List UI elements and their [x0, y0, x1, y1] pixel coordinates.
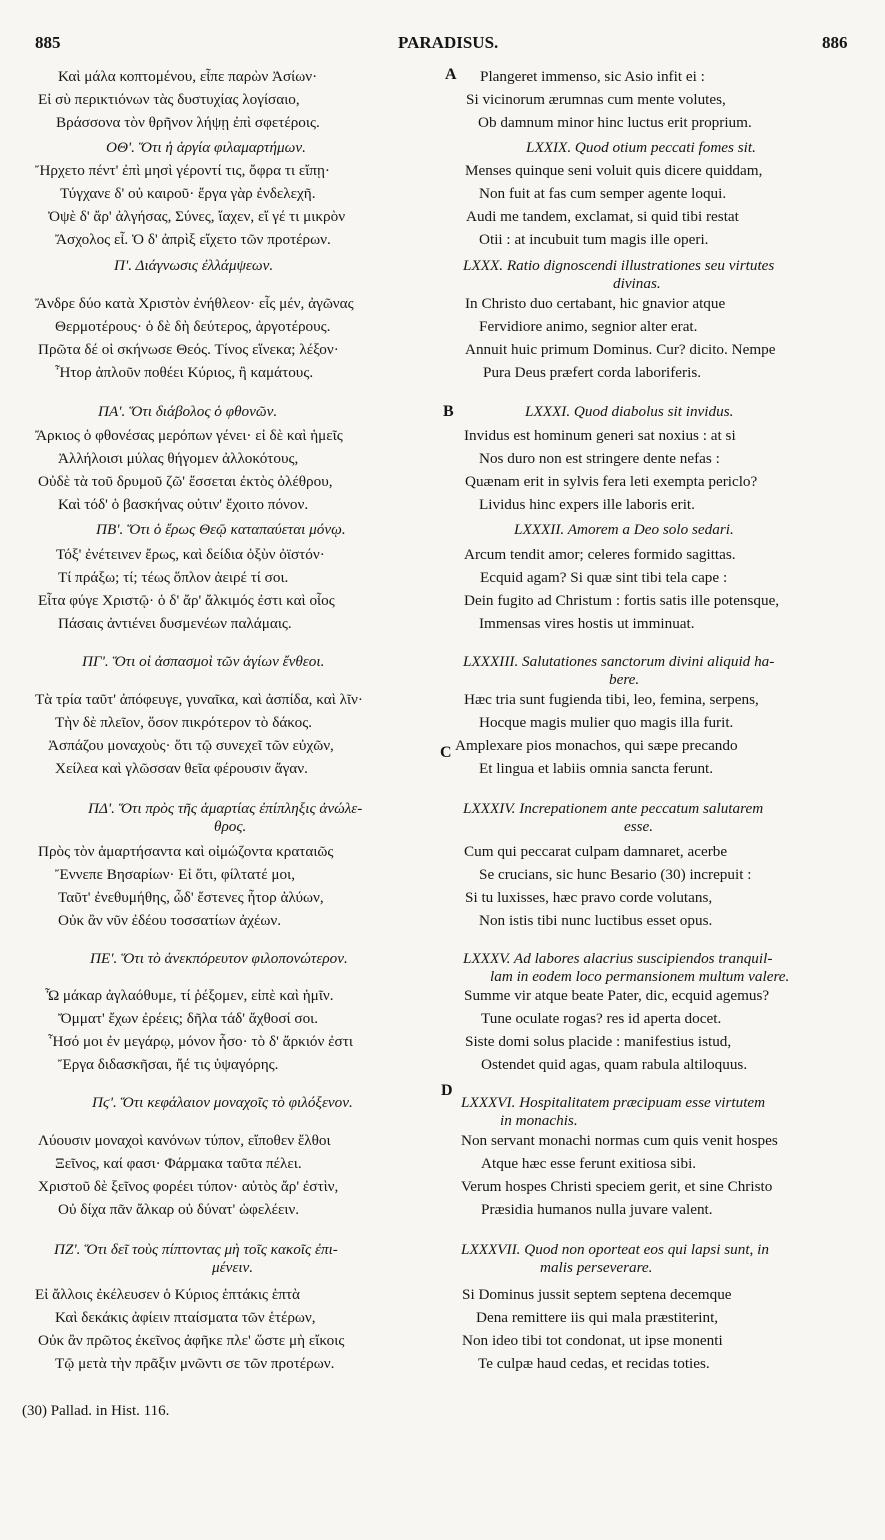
greek-heading: Πʹ. Διάγνωσις ἐλλάμψεων. — [114, 257, 274, 274]
greek-verse-line: Οὐκ ἂν πρῶτος ἐκεῖνος ἀφῆκε πλε' ὥστε μὴ εἴκοις — [38, 1332, 345, 1349]
latin-heading: LXXXIV. Increpationem ante peccatum salutarem — [463, 800, 764, 817]
greek-verse-line: Θερμοτέρους· ὁ δὲ δὴ δεύτερος, ἀργοτέρους. — [55, 318, 331, 335]
greek-verse-line: Οὐ δίχα πᾶν ἄλκαρ οὐ δύνατ' ὠφελέειν. — [58, 1201, 300, 1218]
latin-heading: LXXXII. Amorem a Deo solo sedari. — [514, 521, 734, 538]
latin-verse-line: Se crucians, sic hunc Besario (30) increpuit : — [479, 866, 752, 883]
greek-verse-line: Ταῦτ' ἐνεθυμήθης, ὧδ' ἔστενες ἦτορ ἀλύων, — [58, 889, 324, 906]
greek-heading: ΠΓʹ. Ὅτι οἱ ἀσπασμοὶ τῶν ἁγίων ἔνθεοι. — [82, 653, 325, 670]
greek-verse-line: Τύγχανε δ' οὐ καιροῦ· ἔργα γὰρ ἐνδελεχῆ. — [60, 185, 316, 202]
latin-heading: bere. — [609, 671, 640, 688]
latin-verse-line: Et lingua et labiis omnia sancta ferunt. — [479, 760, 714, 777]
latin-verse-line: Hocque magis mulier quo magis illa furit. — [479, 714, 734, 731]
latin-verse-line: Cum qui peccarat culpam damnaret, acerbe — [464, 843, 728, 860]
margin-marker-a: A — [445, 66, 457, 83]
latin-verse-line: Immensas vires hostis ut imminuat. — [479, 615, 695, 632]
latin-heading: lam in eodem loco permansionem multum valere. — [490, 968, 790, 985]
latin-verse-line: Audi me tandem, exclamat, si quid tibi restat — [466, 208, 739, 225]
latin-verse-line: Si vicinorum ærumnas cum mente volutes, — [466, 91, 726, 108]
greek-heading: ΠΔʹ. Ὅτι πρὸς τῆς ἁμαρτίας ἐπίπληξις ἀνώλε- — [88, 800, 363, 817]
greek-verse-line: Ἦτορ ἁπλοῦν ποθέει Κύριος, ἢ καμάτους. — [55, 364, 314, 381]
greek-verse-line: Τῷ μετὰ τὴν πρᾶξιν μνῶντι σε τῶν προτέρων. — [55, 1355, 335, 1372]
latin-verse-line: Pura Deus præfert corda laboriferis. — [483, 364, 702, 381]
latin-heading: LXXXVI. Hospitalitatem præcipuam esse virtutem — [461, 1094, 766, 1111]
latin-heading: LXXXV. Ad labores alacrius suscipiendos tranquil- — [463, 950, 773, 967]
latin-verse-line: Hæc tria sunt fugienda tibi, leo, femina, serpens, — [464, 691, 759, 708]
greek-verse-line: Τί πράξω; τί; τέως ὅπλον ἀειρέ τί σοι. — [58, 569, 289, 586]
latin-verse-line: Ob damnum minor hinc luctus erit proprium. — [478, 114, 752, 131]
greek-heading: θρος. — [214, 818, 247, 835]
greek-verse-line: Καὶ μάλα κοπτομένου, εἶπε παρὼν Ἀσίων· — [58, 68, 318, 85]
greek-heading: ΠΖʹ. Ὅτι δεῖ τοὺς πίπτοντας μὴ τοῖς κακοῖς ἐπι- — [54, 1241, 338, 1258]
greek-verse-line: Ξεῖνος, καί φασι· Φάρμακα ταῦτα πέλει. — [55, 1155, 302, 1172]
greek-verse-line: Πρῶτα δέ οἱ σκήνωσε Θεός. Τίνος εἵνεκα; λέξον· — [38, 341, 339, 358]
latin-verse-line: Atque hæc esse ferunt exitiosa sibi. — [481, 1155, 697, 1172]
margin-marker-d: D — [441, 1082, 453, 1099]
latin-heading: LXXXIII. Salutationes sanctorum divini aliquid ha- — [463, 653, 775, 670]
latin-verse-line: Fervidiore animo, segnior alter erat. — [479, 318, 698, 335]
greek-verse-line: Ἄρκιος ὁ φθονέσας μερόπων γένει· εἰ δὲ καὶ ἡμεῖς — [35, 427, 343, 444]
latin-verse-line: Non istis tibi nunc luctibus esset opus. — [479, 912, 713, 929]
latin-heading: LXXX. Ratio dignoscendi illustrationes seu virtutes — [463, 257, 775, 274]
greek-verse-line: Τὰ τρία ταῦτ' ἀπόφευγε, γυναῖκα, καὶ ἀσπίδα, καὶ λῖν· — [35, 691, 363, 708]
greek-verse-line: Ἔργα διδασκῆσαι, ἤέ τις ὑψαγόρης. — [58, 1056, 279, 1073]
latin-verse-line: Summe vir atque beate Pater, dic, ecquid agemus? — [464, 987, 770, 1004]
latin-verse-line: Amplexare pios monachos, qui sæpe precando — [455, 737, 738, 754]
latin-verse-line: Ecquid agam? Si quæ sint tibi tela cape : — [480, 569, 728, 586]
greek-verse-line: Ἀλλήλοισι μύλας θήγομεν ἀλλοκότους, — [58, 450, 299, 467]
latin-heading: divinas. — [613, 275, 661, 292]
latin-verse-line: Arcum tendit amor; celeres formido sagittas. — [464, 546, 736, 563]
greek-verse-line: Λύουσιν μοναχοὶ κανόνων τύπον, εἴποθεν ἔλθοι — [38, 1132, 331, 1149]
greek-verse-line: Ὄμματ' ἔχων ἐρέεις; δῆλα τάδ' ἄχθοσί σοι. — [58, 1010, 319, 1027]
greek-verse-line: Χριστοῦ δὲ ξεῖνος φορέει τύπον· αὐτὸς ἄρ' ἐστὶν, — [38, 1178, 339, 1195]
greek-verse-line: Πάσαις ἀντιένει δυσμενέων παλάμαις. — [58, 615, 292, 632]
latin-verse-line: Lividus hinc expers ille laboris erit. — [479, 496, 695, 513]
footnote: (30) Pallad. in Hist. 116. — [22, 1403, 170, 1419]
greek-verse-line: Τόξ' ἐνέτεινεν ἔρως, καὶ δείδια ὀξὺν ὀϊστόν· — [56, 546, 325, 563]
greek-verse-line: Ἔννεπε Βησαρίων· Εἰ ὅτι, φίλτατέ μοι, — [55, 866, 295, 883]
greek-heading: ΠΒʹ. Ὅτι ὁ ἔρως Θεῷ καταπαύεται μόνῳ. — [96, 521, 346, 538]
latin-verse-line: In Christo duo certabant, hic gnavior atque — [465, 295, 726, 312]
page-number-left: 885 — [35, 33, 61, 52]
running-title: PARADISUS. — [398, 33, 499, 52]
greek-heading: μένειν. — [212, 1259, 254, 1276]
greek-heading: Πϛʹ. Ὅτι κεφάλαιον μοναχοῖς τὸ φιλόξενον. — [92, 1094, 353, 1111]
greek-verse-line: Εἶτα φύγε Χριστῷ· ὁ δ' ἄρ' ἄλκιμός ἐστι καὶ οἷος — [38, 592, 335, 609]
greek-heading: ΠΕʹ. Ὅτι τὸ ἀνεκπόρευτον φιλοπονώτερον. — [90, 950, 348, 967]
latin-verse-line: Annuit huic primum Dominus. Cur? dicito. Nempe — [465, 341, 776, 358]
latin-heading: LXXXI. Quod diabolus sit invidus. — [525, 403, 734, 420]
greek-heading: ΠΑʹ. Ὅτι διάβολος ὁ φθονῶν. — [98, 403, 278, 420]
latin-heading: LXXXVII. Quod non oporteat eos qui lapsi sunt, in — [461, 1241, 769, 1258]
greek-verse-line: Ὦ μάκαρ ἀγλαόθυμε, τί ῥέξομεν, εἰπὲ καὶ ἡμῖν. — [45, 987, 334, 1004]
greek-verse-line: Οὐκ ἂν νῦν ἐδέου τοσσατίων ἀχέων. — [58, 912, 282, 929]
latin-verse-line: Non ideo tibi tot condonat, ut ipse monenti — [462, 1332, 723, 1349]
greek-verse-line: Τὴν δὲ πλεῖον, ὅσον πικρότερον τὸ δάκος. — [55, 714, 313, 731]
greek-verse-line: Ἀσπάζου μοναχοὺς· ὅτι τῷ συνεχεῖ τῶν εὐχῶν, — [48, 737, 334, 754]
latin-verse-line: Ostendet quid agas, quam rabula altiloquus. — [481, 1056, 748, 1073]
latin-verse-line: Non fuit at fas cum semper agente loqui. — [479, 185, 727, 202]
latin-verse-line: Dena remittere iis qui mala præstiterint, — [476, 1309, 719, 1326]
latin-verse-line: Te culpæ haud cedas, et recidas toties. — [478, 1355, 710, 1372]
greek-verse-line: Οὐδὲ τὰ τοῦ δρυμοῦ ζῶ' ἔσσεται ἐκτὸς ὀλέθρου, — [38, 473, 333, 490]
latin-verse-line: Non servant monachi normas cum quis venit hospes — [461, 1132, 778, 1149]
greek-verse-line: Ἧσό μοι ἐν μεγάρῳ, μόνον ἧσο· τὸ δ' ἄρκιόν ἐστι — [48, 1033, 353, 1050]
greek-verse-line: Βράσσονα τὸν θρῆνον λήψῃ ἐπὶ σφετέροις. — [56, 114, 320, 131]
greek-verse-line: Ὀψὲ δ' ἄρ' ἀλγήσας, Σύνες, ἴαχεν, εἴ γέ τι μικρὸν — [48, 208, 346, 225]
greek-verse-line: Εἰ ἄλλοις ἐκέλευσεν ὁ Κύριος ἑπτάκις ἑπτὰ — [35, 1286, 300, 1303]
greek-verse-line: Ἤρχετο πέντ' ἐπὶ μησὶ γέροντί τις, ὄφρα τι εἴπῃ· — [35, 162, 330, 179]
latin-verse-line: Quænam erit in sylvis fera leti exempta periclo? — [465, 473, 758, 490]
latin-verse-line: Si Dominus jussit septem septena decemque — [462, 1286, 732, 1303]
latin-verse-line: Plangeret immenso, sic Asio infit ei : — [480, 68, 705, 85]
margin-marker-b: B — [443, 403, 454, 420]
latin-verse-line: Siste domi solus placide : manifestius istud, — [465, 1033, 732, 1050]
latin-verse-line: Menses quinque seni voluit quis dicere quiddam, — [465, 162, 763, 179]
latin-verse-line: Præsidia humanos nulla juvare valent. — [481, 1201, 713, 1218]
latin-verse-line: Verum hospes Christi speciem gerit, et sine Christo — [461, 1178, 773, 1195]
latin-heading: esse. — [624, 818, 654, 835]
greek-heading: ΟΘʹ. Ὅτι ἡ ἀργία φιλαμαρτήμων. — [106, 139, 306, 156]
latin-verse-line: Dein fugito ad Christum : fortis satis ille potensque, — [464, 592, 780, 609]
greek-verse-line: Καὶ τόδ' ὁ βασκήνας οὐτιν' ἔχοιτο πόνον. — [58, 496, 309, 513]
latin-heading: LXXIX. Quod otium peccati fomes sit. — [526, 139, 756, 156]
page-number-right: 886 — [822, 33, 848, 52]
latin-verse-line: Si tu luxisses, hæc pravo corde volutans, — [465, 889, 713, 906]
greek-verse-line: Καὶ δεκάκις ἀφίειν πταίσματα τῶν ἑτέρων, — [55, 1309, 316, 1326]
latin-heading: in monachis. — [500, 1112, 578, 1129]
latin-verse-line: Invidus est hominum generi sat noxius : at si — [464, 427, 736, 444]
greek-verse-line: Ἄσχολος εἶ. Ὁ δ' ἀπρὶξ εἴχετο τῶν προτέρων. — [55, 231, 331, 248]
greek-verse-line: Χείλεα καὶ γλῶσσαν θεῖα φέρουσιν ἄγαν. — [55, 760, 308, 777]
greek-verse-line: Ἄνδρε δύο κατὰ Χριστὸν ἐνήθλεον· εἷς μέν, ἀγῶνας — [35, 295, 354, 312]
greek-verse-line: Πρὸς τὸν ἁμαρτήσαντα καὶ οἰμώζοντα κραταιῶς — [38, 843, 334, 860]
latin-verse-line: Tune oculate rogas? res id aperta docet. — [481, 1010, 722, 1027]
latin-verse-line: Nos duro non est stringere dente nefas : — [479, 450, 720, 467]
margin-marker-c: C — [440, 744, 452, 761]
latin-heading: malis perseverare. — [540, 1259, 653, 1276]
greek-verse-line: Εἰ σὺ περικτιόνων τὰς δυστυχίας λογίσαιο, — [38, 91, 300, 108]
latin-verse-line: Otii : at incubuit tum magis ille operi. — [479, 231, 709, 248]
